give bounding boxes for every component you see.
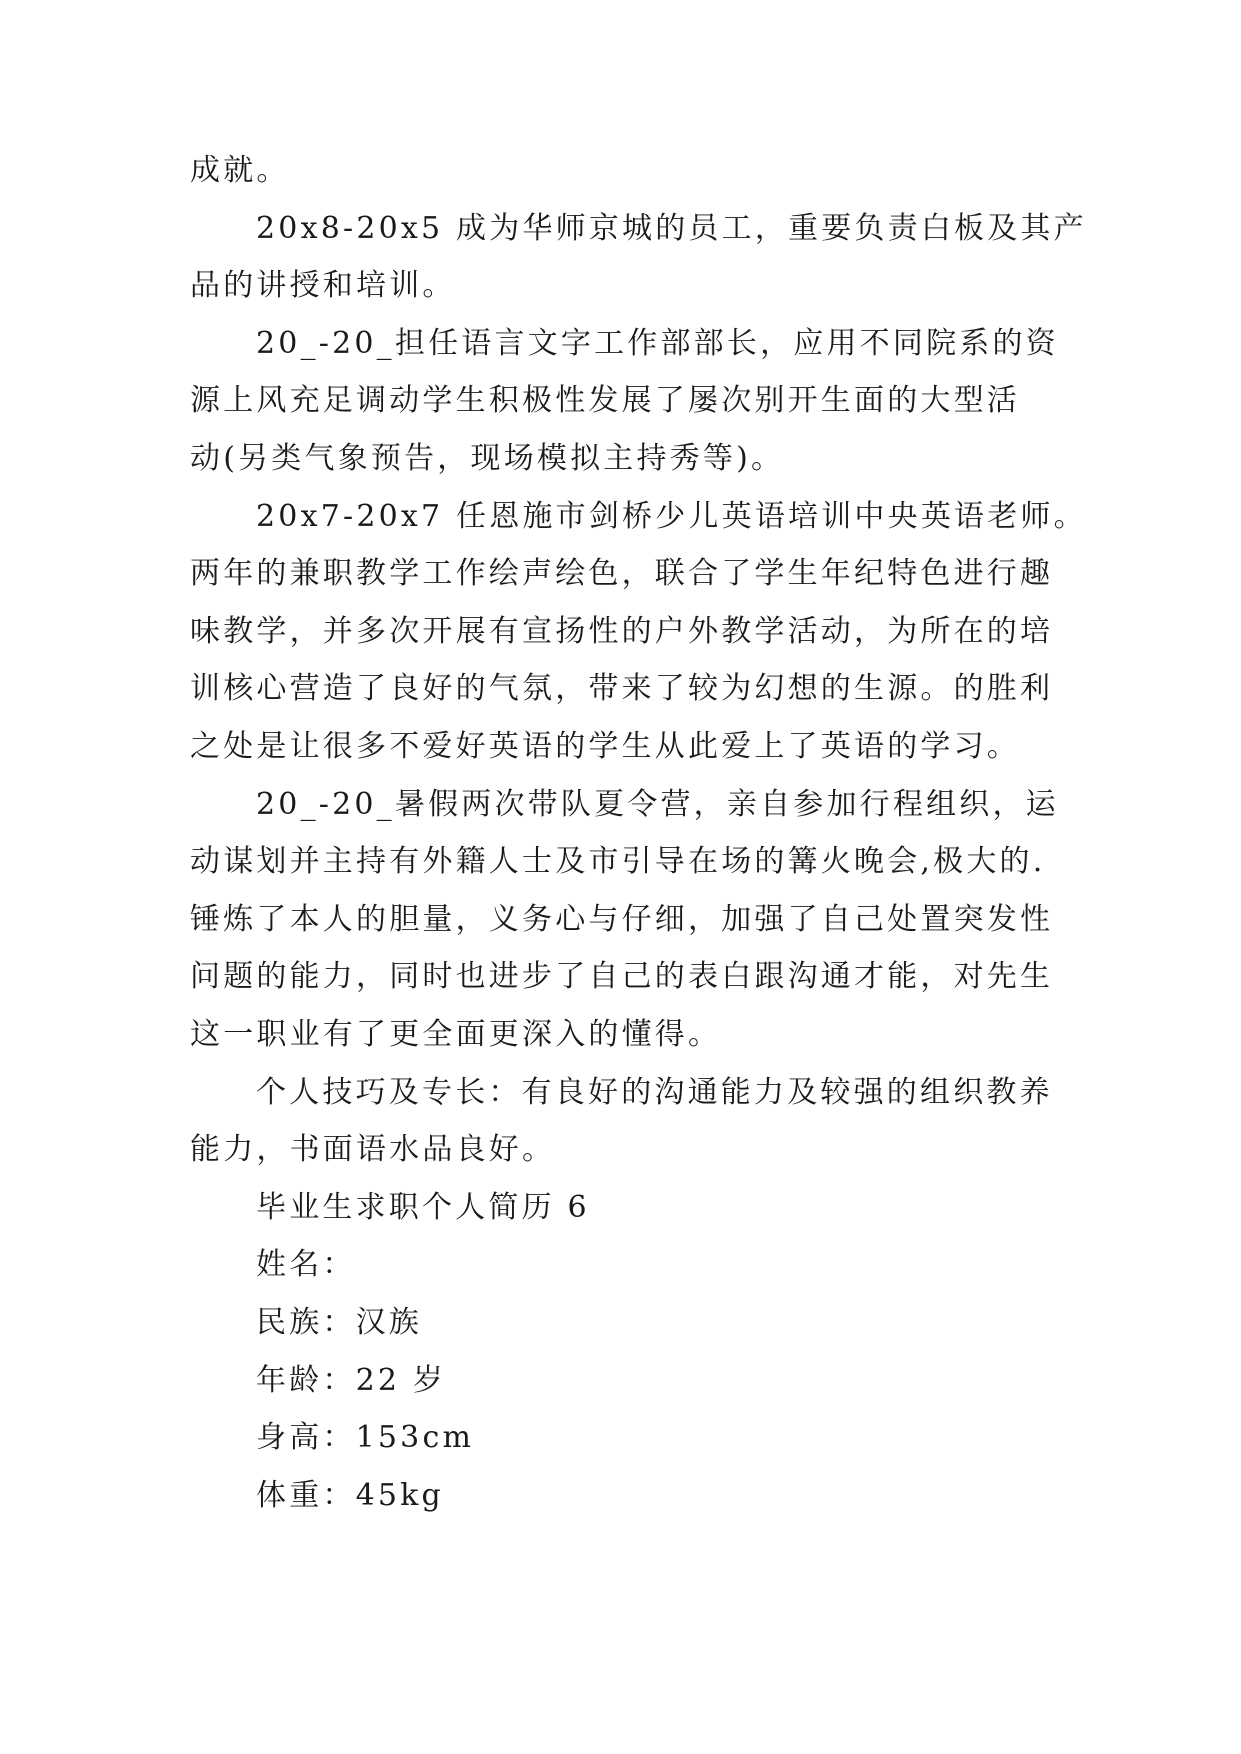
text-line: 20_-20_暑假两次带队夏令营，亲自参加行程组织，运 <box>256 787 1059 822</box>
text-line: 20_-20_担任语言文字工作部部长，应用不同院系的资 <box>256 326 1059 361</box>
field-age: 年龄：22 岁 <box>256 1363 447 1398</box>
field-weight: 体重：45kg <box>256 1478 444 1513</box>
text-line: 之处是让很多不爱好英语的学生从此爱上了英语的学习。 <box>190 729 1020 764</box>
text-line: 20x7-20x7 任恩施市剑桥少儿英语培训中央英语老师。 <box>256 499 1087 534</box>
text-line: 20x8-20x5 成为华师京城的员工，重要负责白板及其产 <box>256 211 1087 246</box>
text-line: 训核心营造了良好的气氛，带来了较为幻想的生源。的胜利 <box>190 671 1054 706</box>
text-line: 这一职业有了更全面更深入的懂得。 <box>190 1017 722 1052</box>
text-line: 锤炼了本人的胆量，义务心与仔细，加强了自己处置突发性 <box>190 902 1054 937</box>
text-line: 能力，书面语水品良好。 <box>190 1132 556 1167</box>
text-line: 动(另类气象预告，现场模拟主持秀等)。 <box>190 441 785 476</box>
text-line: 成就。 <box>190 153 290 188</box>
section-heading: 毕业生求职个人简历 6 <box>256 1190 590 1225</box>
text-line: 两年的兼职教学工作绘声绘色，联合了学生年纪特色进行趣 <box>190 556 1054 591</box>
field-ethnicity: 民族：汉族 <box>256 1305 422 1340</box>
text-line: 味教学，并多次开展有宣扬性的户外教学活动，为所在的培 <box>190 614 1054 649</box>
field-name: 姓名： <box>256 1247 356 1282</box>
field-height: 身高：153cm <box>256 1420 475 1455</box>
text-line: 品的讲授和培训。 <box>190 268 456 303</box>
text-line: 源上风充足调动学生积极性发展了屡次别开生面的大型活 <box>190 383 1020 418</box>
text-line: 动谋划并主持有外籍人士及市引导在场的篝火晚会,极大的. <box>190 844 1046 879</box>
text-line: 问题的能力，同时也进步了自己的表白跟沟通才能，对先生 <box>190 959 1054 994</box>
text-line: 个人技巧及专长：有良好的沟通能力及较强的组织教养 <box>256 1075 1053 1110</box>
